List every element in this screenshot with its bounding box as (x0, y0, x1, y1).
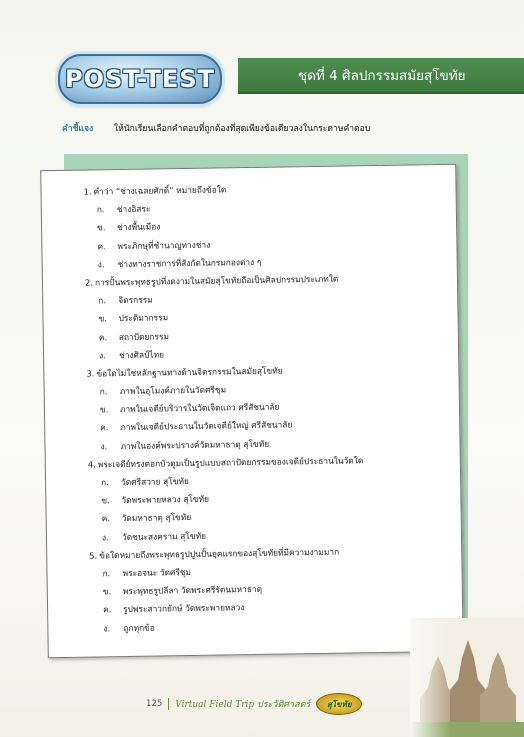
option-text: ช่างอิสระ (116, 203, 151, 215)
option-letter: ง. (100, 440, 108, 452)
option-text: รูปพระสาวกยักษ์ วัดพระพายหลวง (123, 602, 245, 615)
option-text: วัดพระพายหลวง สุโขทัย (121, 493, 210, 506)
sukhothai-logo (316, 693, 362, 715)
option-text: ช่างพื้นเมือง (117, 221, 161, 233)
question-card (40, 164, 464, 658)
question-number: 1. (83, 186, 92, 197)
question-5 (89, 541, 450, 638)
option-text: ช่างศิลป์ไทย (119, 349, 165, 360)
instructions-text: ให้นักเรียนเลือกคำตอบที่ถูกต้องที่สุดเพียงข้อเดียวลงในกระดาษคำตอบ (113, 124, 371, 134)
question-text: ข้อใดไม่ใช่หลักฐานทางด้านจิตรกรรมในสมัยสุโขทัย (96, 365, 283, 379)
option-text: พระภิกษุที่ชำนาญทางช่าง (117, 239, 211, 251)
question-number: 3. (86, 368, 95, 379)
question-text: ข้อใดหมายถึงพระพุทธรูปปูนปั้นยุคแรกของสุโขทัยที่มีความงามมาก (99, 546, 340, 561)
question-1 (83, 177, 444, 274)
option-letter: ง. (97, 259, 105, 270)
instructions-label: คำชี้แจง (62, 124, 94, 134)
footer (146, 693, 362, 715)
option-letter: ค. (98, 331, 108, 342)
option-text: ถูกทุกข้อ (123, 622, 155, 633)
option-letter: ก. (99, 386, 108, 397)
option-text: สถาปัตยกรรม (118, 330, 170, 342)
option-text: ภาพในองค์พระปรางค์วัดมหาธาตุ สุโขทัย (120, 438, 270, 451)
option-text: ภาพในอุโมงค์ภายในวัดศรีชุม (119, 384, 227, 397)
option-text: ภาพในเจดีย์บริวารในวัดเจ็ดแถว ศรีสัชนาลัย (119, 401, 280, 415)
option-letter: ก. (101, 477, 109, 488)
option-letter: ง. (99, 349, 106, 361)
option-text: ภาพในเจดีย์ประธานในวัดเจดีย์ใหญ่ ศรีสัชนาลัย (120, 419, 293, 433)
option-letter: ก. (98, 295, 107, 306)
page-number: 125 (146, 699, 163, 709)
option-letter: ง. (101, 531, 109, 542)
instructions (62, 121, 370, 135)
post-test-badge (58, 54, 222, 104)
option-text: ช่างทางราชการที่สังกัดในกรมกองต่าง ๆ (117, 256, 262, 269)
logo-text: สุโขทัย (326, 699, 352, 709)
option-letter: ข. (102, 586, 112, 597)
section-header (238, 58, 524, 94)
option-letter: ค. (97, 240, 106, 251)
option-text: วัดศรีสวาย สุโขทัย (121, 476, 189, 488)
question-text: การปั้นพระพุทธรูปที่งดงามในสมัยสุโขทัยถือเป็นศิลปกรรมประเภทใด (94, 273, 339, 288)
quiz-list (83, 177, 450, 637)
footer-series-title: Virtual Field Trip ประวัติศาสตร์ (175, 700, 311, 710)
option-letter: ข. (97, 222, 106, 233)
option-text: ประติมากรรม (118, 312, 169, 324)
footer-divider (168, 698, 169, 710)
option-text: วัดชนะสงคราม สุโขทัย (121, 530, 207, 542)
page-title: ชุดที่ 4 ศิลปกรรมสมัยสุโขทัย (298, 68, 466, 84)
option-text: พระอจนะ วัดศรีชุม (122, 566, 192, 578)
option-text: จิตรกรรม (118, 294, 153, 306)
question-number: 4. (87, 459, 96, 470)
question-text: พระเจดีย์ทรงดอกบัวตูมเป็นรูปแบบสถาปัตยกรรมของเจดีย์ประธานในวัดใด (97, 455, 364, 470)
question-3 (86, 359, 447, 456)
option-letter: ค. (103, 604, 112, 615)
option-letter: ก. (102, 568, 111, 579)
option-letter: ค. (100, 422, 109, 433)
option-text: วัดมหาธาตุ สุโขทัย (121, 512, 192, 524)
question-text: คำว่า “ช่างเฉลยศักดิ์” หมายถึงข้อใด (93, 184, 227, 197)
question-number: 5. (89, 550, 98, 561)
option-text: พระพุทธรูปลีลา วัดพระศรีรัตนมหาธาตุ (122, 583, 263, 597)
option-letter: ข. (101, 495, 110, 506)
option-letter: ง. (103, 622, 111, 633)
question-number: 2. (84, 277, 94, 288)
temple-ruins-illustration (410, 618, 524, 737)
question-2 (85, 268, 446, 365)
option-letter: ก. (96, 204, 105, 215)
option-letter: ค. (101, 513, 111, 524)
question-4 (88, 450, 449, 547)
option-letter: ข. (98, 313, 107, 324)
option-letter: ข. (99, 404, 109, 415)
badge-label: POST-TEST (65, 65, 215, 93)
